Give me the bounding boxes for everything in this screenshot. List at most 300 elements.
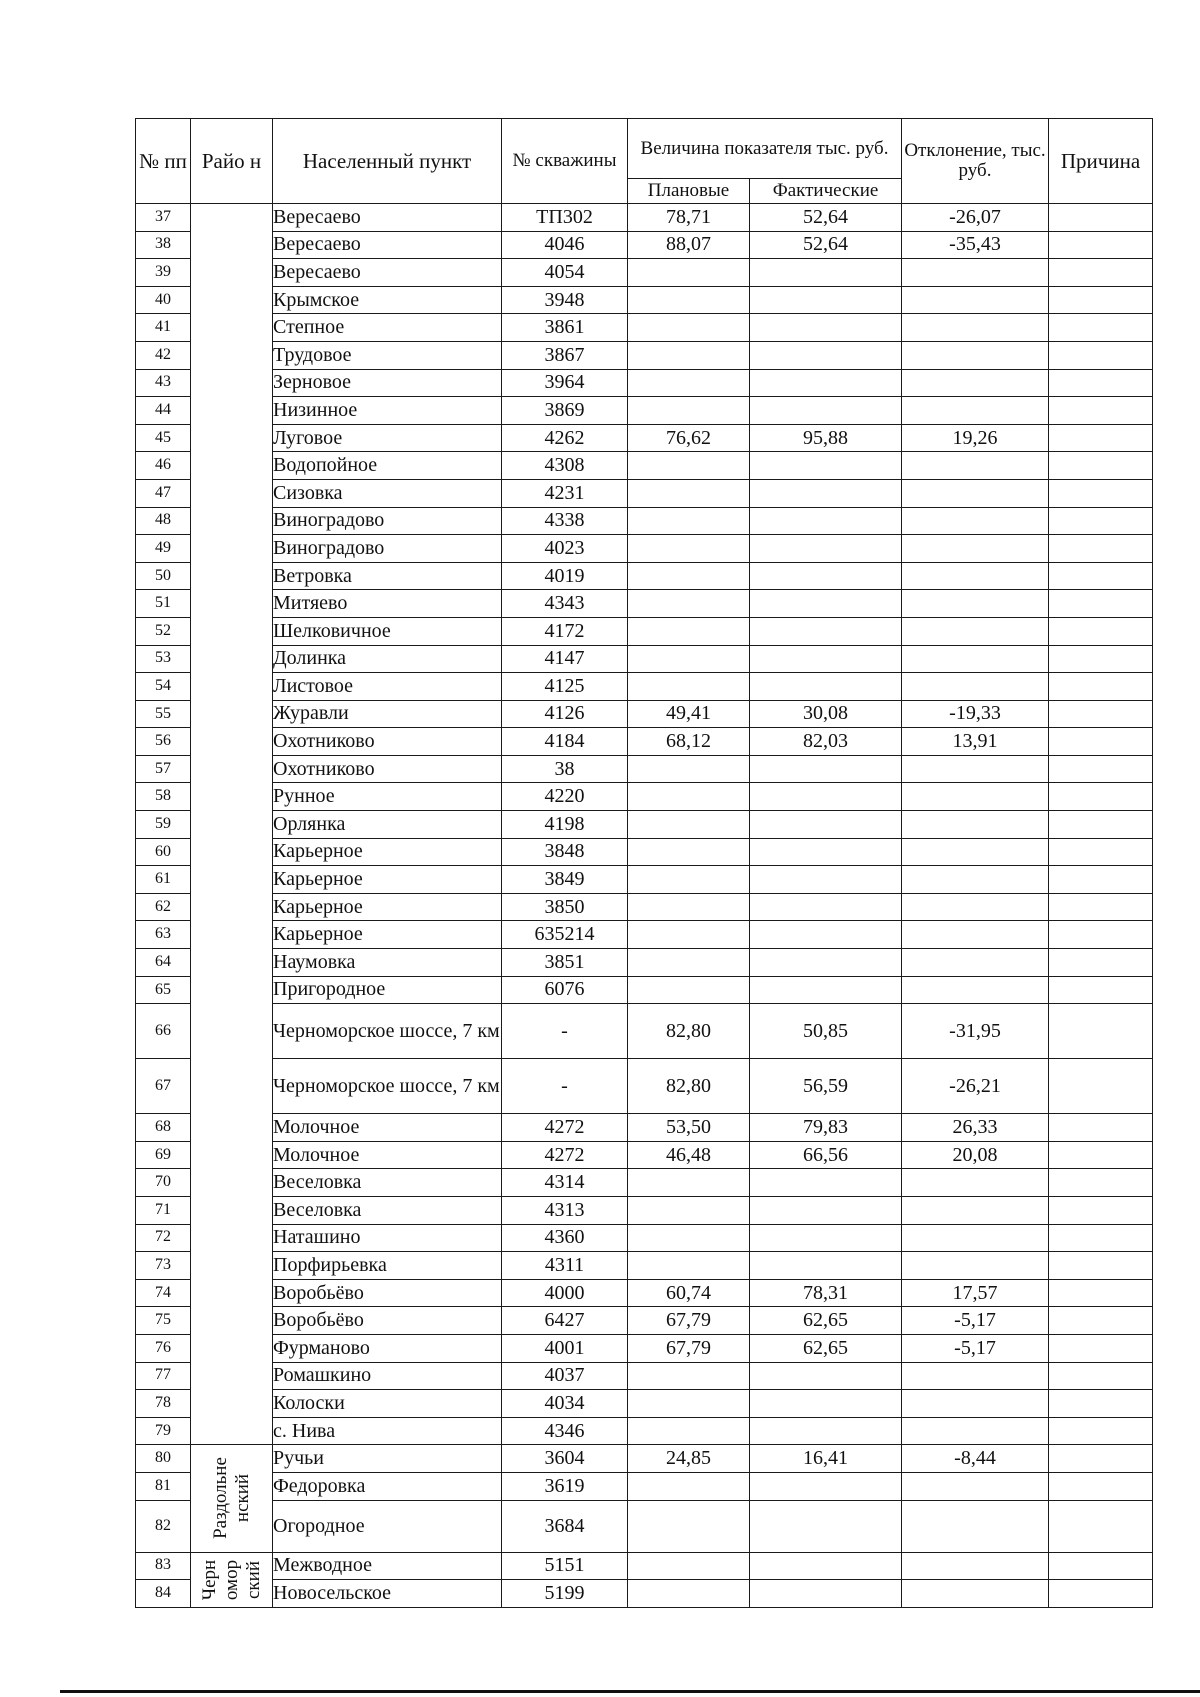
actual-value-cell [750, 1552, 902, 1580]
table-row [136, 866, 1153, 894]
deviation-value-cell [902, 949, 1049, 977]
settlement-cell: Воробьёво [273, 1279, 502, 1307]
planned-value-cell [628, 866, 750, 894]
planned-value-cell [628, 341, 750, 369]
row-number: 61 [136, 866, 191, 894]
settlement-cell: Веселовка [273, 1169, 502, 1197]
table-row [136, 1334, 1153, 1362]
header-district: Райо н [191, 119, 273, 204]
row-number: 60 [136, 838, 191, 866]
well-number-cell: 4019 [502, 562, 628, 590]
row-number: 82 [136, 1500, 191, 1552]
table-row [136, 645, 1153, 673]
deviation-value-cell [902, 1197, 1049, 1225]
planned-value-cell: 76,62 [628, 424, 750, 452]
row-number: 39 [136, 259, 191, 287]
planned-value-cell: 46,48 [628, 1141, 750, 1169]
table-row [136, 1197, 1153, 1225]
well-number-cell: 4220 [502, 783, 628, 811]
table-row [136, 204, 1153, 232]
table-row [136, 535, 1153, 563]
settlement-cell: Охотниково [273, 728, 502, 756]
actual-value-cell [750, 1390, 902, 1418]
actual-value-cell [750, 811, 902, 839]
row-number: 71 [136, 1197, 191, 1225]
row-number: 69 [136, 1141, 191, 1169]
planned-value-cell: 88,07 [628, 231, 750, 259]
well-number-cell: 4172 [502, 617, 628, 645]
planned-value-cell [628, 1580, 750, 1608]
actual-value-cell: 52,64 [750, 204, 902, 232]
deviation-value-cell [902, 341, 1049, 369]
table-row [136, 341, 1153, 369]
actual-value-cell [750, 286, 902, 314]
settlement-cell: Охотниково [273, 755, 502, 783]
reason-cell [1049, 1059, 1153, 1114]
settlement-cell: Федоровка [273, 1472, 502, 1500]
deviation-value-cell [902, 617, 1049, 645]
deviation-value-cell [902, 286, 1049, 314]
reason-cell [1049, 755, 1153, 783]
actual-value-cell [750, 507, 902, 535]
table-row [136, 1114, 1153, 1142]
row-number: 56 [136, 728, 191, 756]
table-row [136, 700, 1153, 728]
row-number: 78 [136, 1390, 191, 1418]
planned-value-cell [628, 1472, 750, 1500]
planned-value-cell: 68,12 [628, 728, 750, 756]
planned-value-cell: 67,79 [628, 1307, 750, 1335]
settlement-cell: Колоски [273, 1390, 502, 1418]
actual-value-cell [750, 617, 902, 645]
deviation-value-cell: -26,21 [902, 1059, 1049, 1114]
planned-value-cell [628, 479, 750, 507]
actual-value-cell [750, 1417, 902, 1445]
deviation-value-cell [902, 1362, 1049, 1390]
reason-cell [1049, 1197, 1153, 1225]
planned-value-cell [628, 921, 750, 949]
actual-value-cell: 78,31 [750, 1279, 902, 1307]
settlement-cell: с. Нива [273, 1417, 502, 1445]
settlement-cell: Митяево [273, 590, 502, 618]
planned-value-cell [628, 369, 750, 397]
settlement-cell: Трудовое [273, 341, 502, 369]
well-number-cell: 3948 [502, 286, 628, 314]
well-number-cell: 3869 [502, 397, 628, 425]
well-number-cell: 3867 [502, 341, 628, 369]
settlement-cell: Журавли [273, 700, 502, 728]
table-row [136, 314, 1153, 342]
row-number: 63 [136, 921, 191, 949]
planned-value-cell [628, 397, 750, 425]
deviation-value-cell [902, 562, 1049, 590]
row-number: 42 [136, 341, 191, 369]
deviation-value-cell [902, 1224, 1049, 1252]
settlement-cell: Луговое [273, 424, 502, 452]
settlement-cell: Виноградово [273, 535, 502, 563]
well-number-cell: 4272 [502, 1141, 628, 1169]
actual-value-cell [750, 535, 902, 563]
table-row [136, 1417, 1153, 1445]
table-row [136, 424, 1153, 452]
table-row [136, 1004, 1153, 1059]
deviation-value-cell: -8,44 [902, 1445, 1049, 1473]
table-row [136, 1169, 1153, 1197]
reason-cell [1049, 204, 1153, 232]
well-number-cell: - [502, 1004, 628, 1059]
table-row [136, 1472, 1153, 1500]
row-number: 84 [136, 1580, 191, 1608]
row-number: 41 [136, 314, 191, 342]
planned-value-cell [628, 811, 750, 839]
settlement-cell: Сизовка [273, 479, 502, 507]
deviation-value-cell: -31,95 [902, 1004, 1049, 1059]
reason-cell [1049, 479, 1153, 507]
reason-cell [1049, 1004, 1153, 1059]
deviation-value-cell: 17,57 [902, 1279, 1049, 1307]
planned-value-cell [628, 783, 750, 811]
deviation-value-cell: -5,17 [902, 1334, 1049, 1362]
reason-cell [1049, 838, 1153, 866]
district-cell [191, 1445, 273, 1552]
deviation-value-cell: 13,91 [902, 728, 1049, 756]
well-number-cell: 3848 [502, 838, 628, 866]
reason-cell [1049, 1417, 1153, 1445]
reason-cell [1049, 314, 1153, 342]
deviation-value-cell: -35,43 [902, 231, 1049, 259]
planned-value-cell [628, 1197, 750, 1225]
table-row [136, 921, 1153, 949]
planned-value-cell [628, 507, 750, 535]
table-row [136, 1252, 1153, 1280]
settlement-cell: Черноморское шоссе, 7 км [273, 1004, 502, 1059]
settlement-cell: Пригородное [273, 976, 502, 1004]
row-number: 54 [136, 673, 191, 701]
planned-value-cell [628, 1169, 750, 1197]
well-number-cell: 5151 [502, 1552, 628, 1580]
table-row [136, 838, 1153, 866]
planned-value-cell [628, 452, 750, 480]
deviation-value-cell [902, 397, 1049, 425]
actual-value-cell [750, 397, 902, 425]
well-number-cell: 4037 [502, 1362, 628, 1390]
row-number: 48 [136, 507, 191, 535]
reason-cell [1049, 673, 1153, 701]
settlement-cell: Рунное [273, 783, 502, 811]
table-row [136, 1279, 1153, 1307]
well-number-cell: 3849 [502, 866, 628, 894]
header-settlement: Населенный пункт [273, 119, 502, 204]
reason-cell [1049, 1114, 1153, 1142]
actual-value-cell [750, 1252, 902, 1280]
table-row [136, 783, 1153, 811]
settlement-cell: Межводное [273, 1552, 502, 1580]
table-row [136, 1445, 1153, 1473]
table-row [136, 1390, 1153, 1418]
reason-cell [1049, 1362, 1153, 1390]
planned-value-cell [628, 314, 750, 342]
actual-value-cell: 82,03 [750, 728, 902, 756]
row-number: 77 [136, 1362, 191, 1390]
row-number: 51 [136, 590, 191, 618]
well-number-cell: 4311 [502, 1252, 628, 1280]
deviation-value-cell [902, 976, 1049, 1004]
actual-value-cell [750, 1224, 902, 1252]
settlement-cell: Воробьёво [273, 1307, 502, 1335]
reason-cell [1049, 397, 1153, 425]
actual-value-cell [750, 341, 902, 369]
well-number-cell: 4308 [502, 452, 628, 480]
table-row [136, 231, 1153, 259]
actual-value-cell [750, 673, 902, 701]
row-number: 49 [136, 535, 191, 563]
reason-cell [1049, 562, 1153, 590]
header-actual: Фактические [750, 179, 902, 204]
actual-value-cell: 50,85 [750, 1004, 902, 1059]
reason-cell [1049, 590, 1153, 618]
table-row [136, 673, 1153, 701]
actual-value-cell [750, 452, 902, 480]
reason-cell [1049, 1334, 1153, 1362]
planned-value-cell: 78,71 [628, 204, 750, 232]
deviation-value-cell [902, 1552, 1049, 1580]
table-row [136, 949, 1153, 977]
settlement-cell: Ветровка [273, 562, 502, 590]
table-row [136, 590, 1153, 618]
header-well: № скважины [502, 119, 628, 204]
deviation-value-cell [902, 838, 1049, 866]
table-row [136, 1059, 1153, 1114]
settlement-cell: Карьерное [273, 921, 502, 949]
well-number-cell: 4184 [502, 728, 628, 756]
row-number: 80 [136, 1445, 191, 1473]
planned-value-cell [628, 838, 750, 866]
reason-cell [1049, 866, 1153, 894]
row-number: 83 [136, 1552, 191, 1580]
reason-cell [1049, 452, 1153, 480]
reason-cell [1049, 1390, 1153, 1418]
header-indicator: Величина показателя тыс. руб. [628, 119, 902, 179]
actual-value-cell [750, 783, 902, 811]
settlement-cell: Наташино [273, 1224, 502, 1252]
row-number: 43 [136, 369, 191, 397]
reason-cell [1049, 1445, 1153, 1473]
row-number: 67 [136, 1059, 191, 1114]
reason-cell [1049, 811, 1153, 839]
row-number: 65 [136, 976, 191, 1004]
deviation-value-cell [902, 1390, 1049, 1418]
reason-cell [1049, 259, 1153, 287]
row-number: 55 [136, 700, 191, 728]
actual-value-cell [750, 1472, 902, 1500]
planned-value-cell: 82,80 [628, 1059, 750, 1114]
planned-value-cell: 82,80 [628, 1004, 750, 1059]
actual-value-cell: 52,64 [750, 231, 902, 259]
settlement-cell: Новосельское [273, 1580, 502, 1608]
table-row [136, 397, 1153, 425]
deviation-value-cell [902, 1169, 1049, 1197]
reason-cell [1049, 1500, 1153, 1552]
planned-value-cell [628, 259, 750, 287]
well-number-cell: 4231 [502, 479, 628, 507]
district-label: Раздольне нский [209, 1457, 253, 1540]
reason-cell [1049, 1141, 1153, 1169]
reason-cell [1049, 893, 1153, 921]
actual-value-cell: 79,83 [750, 1114, 902, 1142]
row-number: 57 [136, 755, 191, 783]
well-number-cell: 4001 [502, 1334, 628, 1362]
table-row [136, 976, 1153, 1004]
well-number-cell: ТП302 [502, 204, 628, 232]
row-number: 70 [136, 1169, 191, 1197]
reason-cell [1049, 1580, 1153, 1608]
well-number-cell: 3964 [502, 369, 628, 397]
deviation-value-cell [902, 507, 1049, 535]
planned-value-cell [628, 617, 750, 645]
settlement-cell: Черноморское шоссе, 7 км [273, 1059, 502, 1114]
row-number: 59 [136, 811, 191, 839]
row-number: 73 [136, 1252, 191, 1280]
table-row [136, 1224, 1153, 1252]
settlement-cell: Орлянка [273, 811, 502, 839]
well-number-cell: 4262 [502, 424, 628, 452]
table-row [136, 1552, 1153, 1580]
actual-value-cell [750, 645, 902, 673]
table-row [136, 286, 1153, 314]
reason-cell [1049, 1279, 1153, 1307]
deviation-value-cell [902, 452, 1049, 480]
well-number-cell: 4054 [502, 259, 628, 287]
table-row [136, 893, 1153, 921]
reason-cell [1049, 1552, 1153, 1580]
row-number: 72 [136, 1224, 191, 1252]
actual-value-cell: 62,65 [750, 1334, 902, 1362]
planned-value-cell [628, 949, 750, 977]
actual-value-cell [750, 1169, 902, 1197]
planned-value-cell: 53,50 [628, 1114, 750, 1142]
actual-value-cell [750, 1500, 902, 1552]
row-number: 64 [136, 949, 191, 977]
deviation-value-cell [902, 314, 1049, 342]
district-cell [191, 1552, 273, 1607]
settlement-cell: Порфирьевка [273, 1252, 502, 1280]
deviation-value-cell [902, 866, 1049, 894]
table-row [136, 479, 1153, 507]
settlement-cell: Огородное [273, 1500, 502, 1552]
well-number-cell: 4360 [502, 1224, 628, 1252]
well-number-cell: 3604 [502, 1445, 628, 1473]
well-number-cell: 4147 [502, 645, 628, 673]
table-row [136, 507, 1153, 535]
actual-value-cell: 62,65 [750, 1307, 902, 1335]
reason-cell [1049, 645, 1153, 673]
settlement-cell: Карьерное [273, 893, 502, 921]
settlement-cell: Степное [273, 314, 502, 342]
planned-value-cell [628, 1500, 750, 1552]
actual-value-cell [750, 866, 902, 894]
settlement-cell: Молочное [273, 1114, 502, 1142]
deviation-value-cell [902, 1580, 1049, 1608]
well-number-cell: 4198 [502, 811, 628, 839]
reason-cell [1049, 783, 1153, 811]
well-number-cell: 3684 [502, 1500, 628, 1552]
table-row [136, 1500, 1153, 1552]
district-label: Черн омор ский [198, 1559, 264, 1600]
well-number-cell: 5199 [502, 1580, 628, 1608]
planned-value-cell [628, 645, 750, 673]
row-number: 62 [136, 893, 191, 921]
settlement-cell: Долинка [273, 645, 502, 673]
actual-value-cell [750, 1580, 902, 1608]
deviation-value-cell: 20,08 [902, 1141, 1049, 1169]
row-number: 50 [136, 562, 191, 590]
reason-cell [1049, 949, 1153, 977]
actual-value-cell [750, 1197, 902, 1225]
row-number: 45 [136, 424, 191, 452]
deviation-value-cell [902, 645, 1049, 673]
reason-cell [1049, 424, 1153, 452]
reason-cell [1049, 1252, 1153, 1280]
table-row [136, 1307, 1153, 1335]
row-number: 68 [136, 1114, 191, 1142]
deviation-value-cell [902, 590, 1049, 618]
settlement-cell: Наумовка [273, 949, 502, 977]
well-number-cell: 3861 [502, 314, 628, 342]
well-number-cell: 38 [502, 755, 628, 783]
actual-value-cell: 56,59 [750, 1059, 902, 1114]
actual-value-cell [750, 976, 902, 1004]
row-number: 79 [136, 1417, 191, 1445]
settlement-cell: Вересаево [273, 231, 502, 259]
deviation-value-cell: 19,26 [902, 424, 1049, 452]
actual-value-cell [750, 259, 902, 287]
settlement-cell: Виноградово [273, 507, 502, 535]
reason-cell [1049, 1472, 1153, 1500]
settlement-cell: Вересаево [273, 259, 502, 287]
reason-cell [1049, 728, 1153, 756]
row-number: 66 [136, 1004, 191, 1059]
actual-value-cell [750, 893, 902, 921]
deviation-value-cell [902, 259, 1049, 287]
header-deviation: Отклонение, тыс. руб. [902, 119, 1049, 204]
deviation-value-cell: 26,33 [902, 1114, 1049, 1142]
table-row [136, 617, 1153, 645]
deviation-value-cell: -19,33 [902, 700, 1049, 728]
reason-cell [1049, 1169, 1153, 1197]
actual-value-cell [750, 838, 902, 866]
planned-value-cell [628, 1362, 750, 1390]
wells-table [135, 118, 1153, 1608]
deviation-value-cell [902, 893, 1049, 921]
reason-cell [1049, 369, 1153, 397]
deviation-value-cell [902, 479, 1049, 507]
well-number-cell: 3851 [502, 949, 628, 977]
well-number-cell: 635214 [502, 921, 628, 949]
actual-value-cell [750, 921, 902, 949]
planned-value-cell [628, 286, 750, 314]
well-number-cell: 4343 [502, 590, 628, 618]
settlement-cell: Молочное [273, 1141, 502, 1169]
table-row [136, 1141, 1153, 1169]
planned-value-cell [628, 1417, 750, 1445]
planned-value-cell: 24,85 [628, 1445, 750, 1473]
deviation-value-cell [902, 369, 1049, 397]
settlement-cell: Водопойное [273, 452, 502, 480]
actual-value-cell [750, 479, 902, 507]
actual-value-cell: 16,41 [750, 1445, 902, 1473]
deviation-value-cell: -5,17 [902, 1307, 1049, 1335]
settlement-cell: Карьерное [273, 866, 502, 894]
